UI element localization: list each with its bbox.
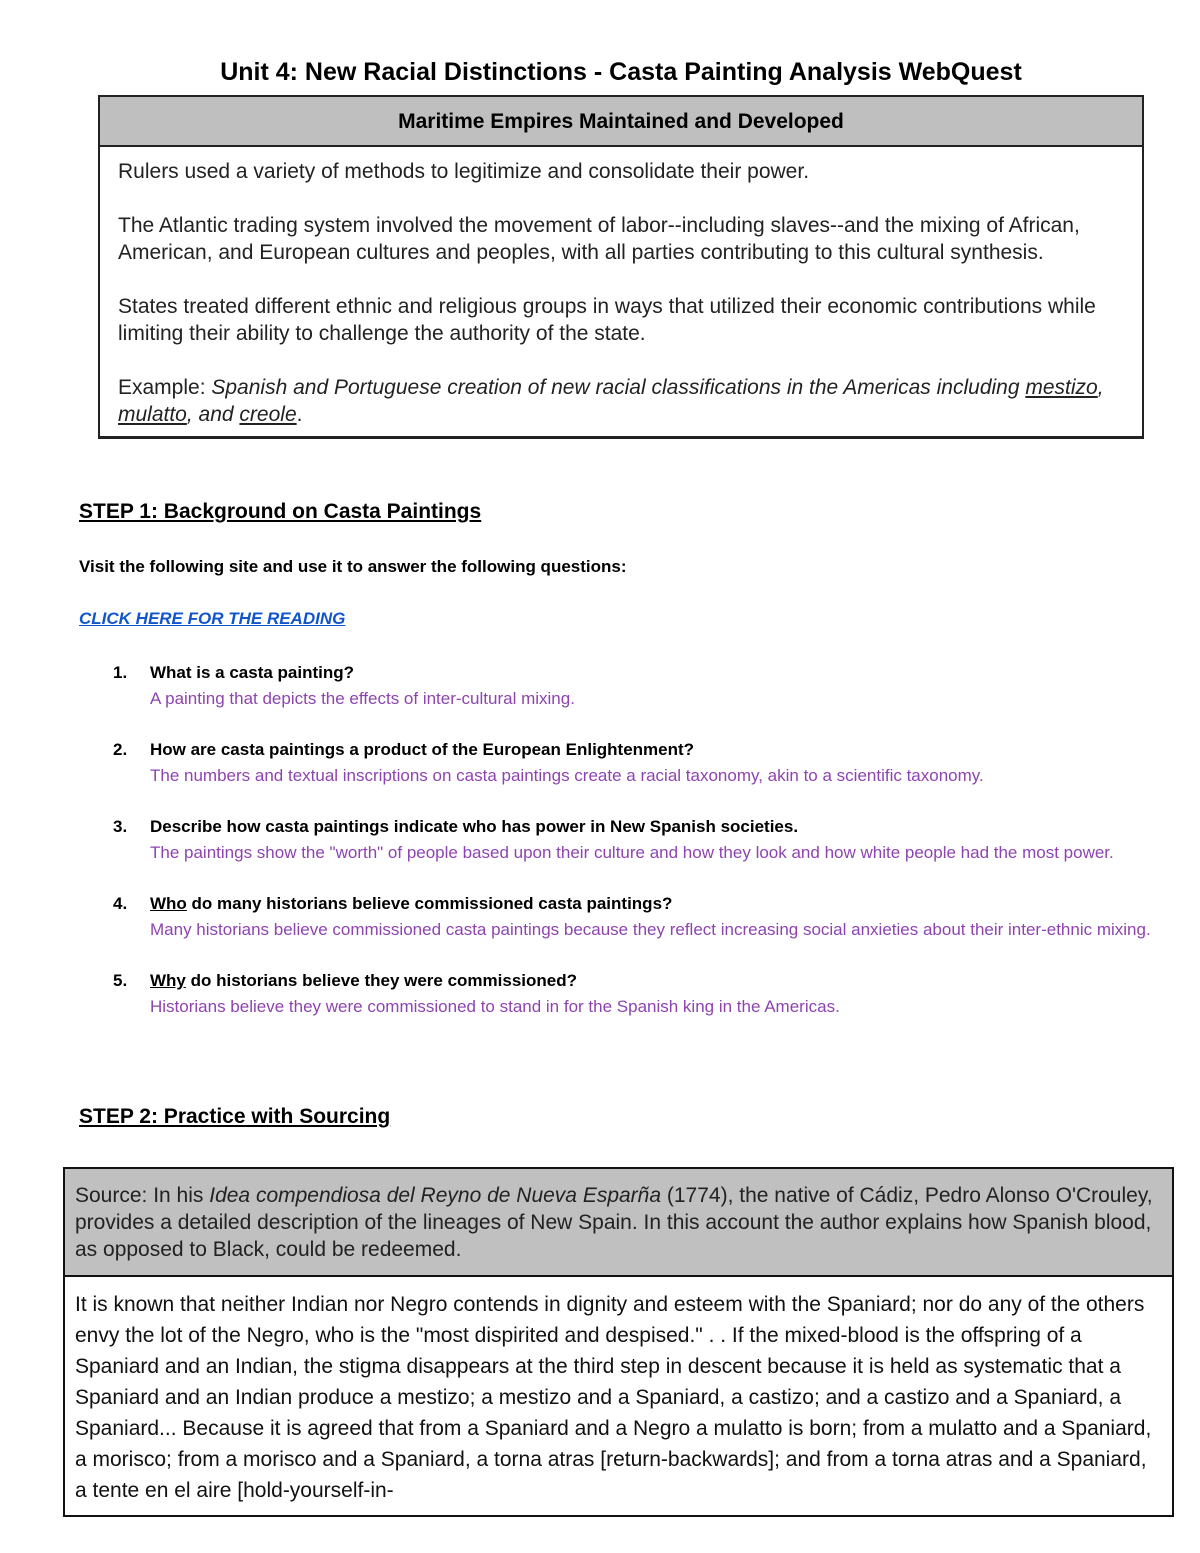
source-intro-rest: (1774), the native of Cádiz, Pedro Alonso O'Crouley, provides a detailed description of the lineages of New Spain. In this account the author explains how Spanish blood, as opposed to Black, could be redeemed. — [75, 1184, 1153, 1261]
source-intro: Source: In his — [75, 1184, 210, 1207]
step1-instruction: Visit the following site and use it to answer the following questions: — [79, 557, 627, 576]
question-body: What is a casta painting? — [150, 663, 355, 682]
question-lead: Who — [150, 894, 187, 913]
question-body: do historians believe they were commissioned? — [185, 971, 578, 990]
source-excerpt: It is known that neither Indian nor Negro contends in dignity and esteem with the Spaniard; nor do any of the others envy the lot of the Negro, who is the "most dispirited and despised." . . If the mixed-blood is the offspring of a Spaniard and an Indian, the stigma disappears at the third step in descent because it is held as systematic that a Spaniard and an Indian produce a mestizo; a mestizo and a Spaniard, a castizo; and a castizo and a Spaniard, a Spaniard... Because it is agreed that from a Spaniard and a Negro a mulatto is born; from a mulatto and a Spaniard, a morisco; from a morisco and a Spaniard, a torna atras [return-backwards]; and from a torna atras and a Spaniard, a tente en el aire [hold-yourself-in- — [75, 1293, 1152, 1502]
question-body: do many historians believe commissioned casta paintings? — [186, 894, 673, 913]
question-text — [150, 891, 1154, 917]
standards-example — [118, 374, 1116, 428]
standards-heading: Maritime Empires Maintained and Developed — [100, 97, 1142, 147]
question-number: 4. — [113, 894, 128, 913]
question-text — [150, 814, 1154, 840]
source-citation — [65, 1169, 1172, 1277]
question-text — [150, 660, 1154, 686]
answer-text: The paintings show the "worth" of people based upon their culture and how they look and how white people had the most power. — [150, 843, 1114, 862]
step1-heading: STEP 1: Background on Casta Paintings — [79, 500, 482, 523]
standards-paragraph: The Atlantic trading system involved the movement of labor--including slaves--and the mixing of African, American, and European cultures and peoples, with all parties contributing to this cultural synthesis. — [118, 214, 1080, 264]
question-text — [150, 737, 1154, 763]
page-title: Unit 4: New Racial Distinctions - Casta Painting Analysis WebQuest — [220, 58, 1022, 86]
example-separator: , and — [186, 403, 240, 426]
question-text — [150, 968, 1154, 994]
list-item — [79, 968, 1154, 1020]
source-book-title: Idea compendiosa del Reyno de Nueva Esparña — [209, 1184, 662, 1207]
question-list — [79, 660, 1154, 1045]
standards-paragraph: States treated different ethnic and religious groups in ways that utilized their economic contributions while limiting their ability to challenge the authority of the state. — [118, 295, 1096, 345]
question-number: 3. — [113, 817, 128, 836]
question-body: How are casta paintings a product of the European Enlightenment? — [150, 740, 695, 759]
term-mestizo: mestizo — [1025, 376, 1098, 399]
example-text: Spanish and Portuguese creation of new racial classifications in the Americas including — [211, 376, 1026, 399]
term-creole: creole — [239, 403, 297, 426]
example-label: Example: — [118, 376, 212, 399]
question-number: 5. — [113, 971, 128, 990]
answer-text: A painting that depicts the effects of inter-cultural mixing. — [150, 689, 575, 708]
standards-body — [100, 147, 1142, 436]
list-item — [79, 660, 1154, 712]
question-body: Describe how casta paintings indicate who has power in New Spanish societies. — [150, 817, 799, 836]
list-item — [79, 814, 1154, 866]
question-number: 2. — [113, 740, 128, 759]
source-box — [63, 1167, 1174, 1517]
answer-text: Many historians believe commissioned casta paintings because they reflect increasing social anxieties about their inter-ethnic mixing. — [150, 920, 1151, 939]
example-separator: , — [1097, 376, 1104, 399]
term-mulatto: mulatto — [118, 403, 187, 426]
answer-text: The numbers and textual inscriptions on casta paintings create a racial taxonomy, akin to a scientific taxonomy. — [150, 766, 984, 785]
standards-box — [98, 95, 1144, 439]
standards-paragraph: Rulers used a variety of methods to legitimize and consolidate their power. — [118, 160, 810, 183]
step2-heading: STEP 2: Practice with Sourcing — [79, 1105, 391, 1128]
question-lead: Why — [150, 971, 186, 990]
list-item — [79, 891, 1154, 943]
example-end: . — [296, 403, 303, 426]
reading-link[interactable]: CLICK HERE FOR THE READING — [79, 609, 346, 628]
question-number: 1. — [113, 663, 128, 682]
list-item — [79, 737, 1154, 789]
answer-text: Historians believe they were commissioned to stand in for the Spanish king in the Americas. — [150, 997, 840, 1016]
